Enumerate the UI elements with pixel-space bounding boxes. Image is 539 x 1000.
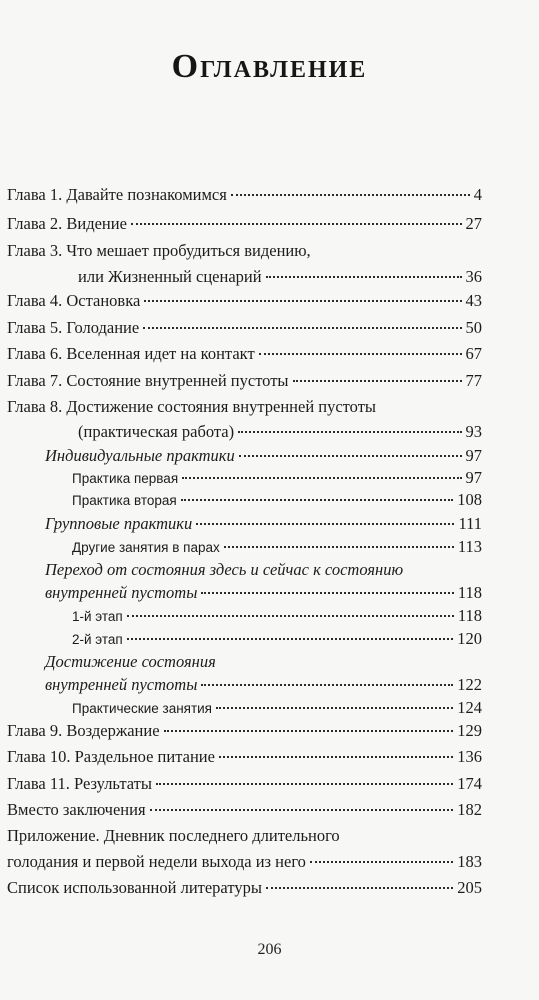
toc-entry[interactable]	[7, 720, 482, 742]
toc-entry-title: Глава 4. Остановка	[7, 291, 141, 310]
toc-entry[interactable]	[78, 266, 482, 288]
toc-entry-first-line: Достижение состояния	[45, 652, 216, 671]
leader-dots	[231, 194, 470, 196]
toc-entry-title: Практика вторая	[72, 493, 177, 508]
toc-entry-page: 129	[457, 721, 482, 740]
toc-entry-page: 4	[473, 185, 482, 204]
leader-dots	[182, 477, 461, 479]
leader-dots	[201, 592, 453, 594]
toc-entry-first-line: Переход от состояния здесь и сейчас к состоянию	[45, 560, 404, 579]
page-title: Оглавление	[171, 48, 368, 85]
toc-entry[interactable]	[7, 213, 482, 235]
leader-dots	[239, 455, 462, 457]
toc-entry[interactable]	[72, 536, 482, 558]
leader-dots	[216, 707, 453, 709]
toc-entry[interactable]	[72, 467, 482, 489]
toc-entry-first-line: Глава 8. Достижение состояния внутренней пустоты	[7, 397, 376, 416]
toc-entry-title: Глава 11. Результаты	[7, 774, 152, 793]
toc-entry-page: 108	[457, 490, 482, 509]
leader-dots	[259, 353, 462, 355]
toc-entry-page: 27	[465, 214, 482, 233]
toc-entry[interactable]	[72, 697, 482, 719]
toc-entry[interactable]	[7, 799, 482, 821]
toc-entry-title: внутренней пустоты	[45, 675, 198, 694]
leader-dots	[127, 638, 454, 640]
toc-entry[interactable]	[7, 370, 482, 392]
toc-entry-page: 111	[458, 514, 482, 533]
toc-entry-title: внутренней пустоты	[45, 583, 198, 602]
toc-entry[interactable]	[45, 582, 482, 604]
toc-entry[interactable]	[7, 290, 482, 312]
toc-entry[interactable]	[7, 343, 482, 365]
toc-entry-page: 77	[465, 371, 482, 390]
toc-entry-page: 97	[465, 468, 482, 487]
toc-entry-page: 97	[465, 446, 482, 465]
toc-entry-title: Вместо заключения	[7, 800, 146, 819]
toc-entry[interactable]	[7, 851, 482, 873]
leader-dots	[131, 223, 462, 225]
toc-entry-title: Глава 10. Раздельное питание	[7, 747, 215, 766]
toc-entry-page: 50	[465, 318, 482, 337]
toc-entry-page: 124	[457, 698, 482, 717]
toc-entry-title: Групповые практики	[45, 514, 193, 533]
toc-entry-title: (практическая работа)	[78, 422, 235, 441]
toc-entry-title: 1-й этап	[72, 609, 123, 624]
toc-entry-title: или Жизненный сценарий	[78, 267, 262, 286]
leader-dots	[144, 300, 461, 302]
toc-entry-title: Глава 6. Вселенная идет на контакт	[7, 344, 255, 363]
toc-entry[interactable]	[7, 746, 482, 768]
toc-entry-page: 120	[457, 629, 482, 648]
toc-entry-first-line: Глава 3. Что мешает пробудиться видению,	[7, 241, 311, 260]
toc-entry-title: Глава 5. Голодание	[7, 318, 140, 337]
page-number: 206	[257, 941, 282, 958]
toc-entry-title: Другие занятия в парах	[72, 540, 220, 555]
toc-entry-page: 93	[465, 422, 482, 441]
toc-entry-page: 113	[457, 537, 482, 556]
toc-entry-title: 2-й этап	[72, 632, 123, 647]
toc-entry-page: 122	[457, 675, 482, 694]
toc-entry-title: Индивидуальные практики	[45, 446, 235, 465]
toc-entry[interactable]	[72, 628, 482, 650]
toc-entry-page: 36	[465, 267, 482, 286]
toc-entry-page: 136	[457, 747, 482, 766]
toc-entry-title: Практика первая	[72, 471, 179, 486]
toc-entry[interactable]	[45, 513, 482, 535]
toc-entry[interactable]	[78, 421, 482, 443]
leader-dots	[196, 523, 454, 525]
toc-entry-title: Глава 2. Видение	[7, 214, 127, 233]
leader-dots	[150, 809, 454, 811]
toc-entry-title: голодания и первой недели выхода из него	[7, 852, 306, 871]
toc-entry-title: Практические занятия	[72, 701, 212, 716]
leader-dots	[310, 861, 453, 863]
toc-entry-page: 205	[457, 878, 482, 897]
toc-entry-title: Глава 1. Давайте познакомимся	[7, 185, 227, 204]
toc-entry[interactable]	[7, 773, 482, 795]
leader-dots	[201, 684, 453, 686]
toc-entry-page: 118	[457, 606, 482, 625]
toc-entry[interactable]	[7, 184, 482, 206]
leader-dots	[127, 615, 454, 617]
toc-entry-first-line: Приложение. Дневник последнего длительного	[7, 826, 340, 845]
toc-entry[interactable]	[7, 877, 482, 899]
leader-dots	[266, 276, 462, 278]
leader-dots	[219, 756, 453, 758]
toc-entry[interactable]	[45, 674, 482, 696]
toc-entry-title: Глава 7. Состояние внутренней пустоты	[7, 371, 289, 390]
toc-entry-page: 43	[465, 291, 482, 310]
leader-dots	[164, 730, 454, 732]
leader-dots	[156, 783, 453, 785]
toc-entry-page: 182	[457, 800, 482, 819]
toc-entry-page: 67	[465, 344, 482, 363]
toc-entry-title: Список использованной литературы	[7, 878, 262, 897]
leader-dots	[224, 546, 454, 548]
leader-dots	[293, 380, 462, 382]
toc-entry-page: 174	[457, 774, 482, 793]
leader-dots	[143, 327, 461, 329]
toc-entry[interactable]	[7, 317, 482, 339]
toc-entry[interactable]	[72, 489, 482, 511]
leader-dots	[181, 499, 454, 501]
leader-dots	[238, 431, 461, 433]
leader-dots	[266, 887, 453, 889]
toc-entry-page: 183	[457, 852, 482, 871]
toc-entry[interactable]	[72, 605, 482, 627]
toc-entry-title: Глава 9. Воздержание	[7, 721, 160, 740]
toc-entry-page: 118	[457, 583, 482, 602]
toc-entry[interactable]	[45, 445, 482, 467]
